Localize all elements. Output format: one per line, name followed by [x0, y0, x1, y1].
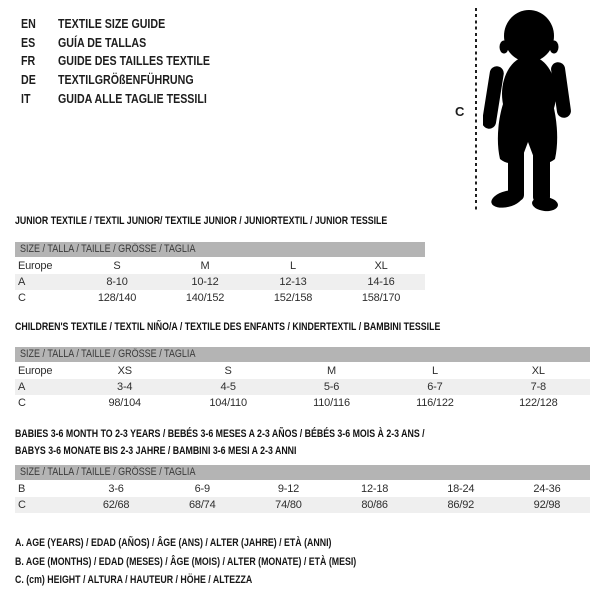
- value-cell: 10-12: [191, 276, 219, 288]
- footnote: C. (cm) HEIGHT / ALTURA / HAUTEUR / HÖHE / ALTEZZA: [15, 574, 253, 586]
- language-guide-title: TEXTILE SIZE GUIDE: [58, 15, 166, 31]
- value-cell: 12-13: [279, 276, 307, 288]
- value-cell: 68/74: [188, 499, 216, 511]
- value-cell: 122/128: [519, 397, 558, 409]
- value-cell: XS: [117, 365, 132, 377]
- row-label-cell: B: [18, 483, 26, 495]
- table-row: [15, 290, 425, 306]
- value-cell: 116/122: [416, 397, 454, 409]
- section-title: CHILDREN'S TEXTILE / TEXTIL NIÑO/A / TEXTILE DES ENFANTS / KINDERTEXTIL / BAMBINI TESSILE: [15, 321, 441, 333]
- table-row: [15, 395, 590, 411]
- language-title-list: [21, 14, 243, 107]
- value-cell: 6-9: [194, 483, 210, 495]
- language-code: EN: [21, 15, 36, 31]
- row-label-cell: C: [18, 292, 26, 304]
- table-row: [15, 274, 425, 290]
- value-cell: 104/110: [209, 397, 247, 409]
- value-cell: 7-8: [530, 381, 546, 393]
- language-row: [21, 70, 243, 89]
- language-guide-title: GUIDA ALLE TAGLIE TESSILI: [58, 90, 207, 106]
- row-label-cell: C: [18, 397, 26, 409]
- value-cell: L: [431, 365, 438, 377]
- language-guide-title: TEXTILGRÖßENFÜHRUNG: [58, 71, 194, 87]
- value-cell: 158/170: [361, 292, 401, 304]
- childrens-textile-section: [15, 322, 590, 411]
- value-cell: 18-24: [447, 483, 475, 495]
- table-row: [15, 497, 590, 513]
- table-body: [15, 258, 425, 306]
- table-body: [15, 481, 590, 513]
- value-cell: 98/104: [108, 397, 141, 409]
- row-label-cell: A: [18, 381, 26, 393]
- value-cell: 5-6: [323, 381, 340, 393]
- value-cell: 14-16: [367, 276, 395, 288]
- value-cell: 128/140: [97, 292, 137, 304]
- childrens-size-table: [15, 347, 590, 411]
- footnote: A. AGE (YEARS) / EDAD (AÑOS) / ÂGE (ANS) / ALTER (JAHRE) / ETÀ (ANNI): [15, 537, 332, 549]
- value-cell: L: [290, 260, 296, 272]
- language-guide-title: GUIDE DES TAILLES TEXTILE: [58, 53, 211, 69]
- value-cell: 8-10: [106, 276, 128, 288]
- babies-size-table: [15, 465, 590, 513]
- table-row: [15, 379, 590, 395]
- value-cell: 80/86: [361, 499, 388, 511]
- language-row: [21, 14, 243, 33]
- row-label-cell: Europe: [18, 365, 53, 377]
- footnote: B. AGE (MONTHS) / EDAD (MESES) / ÂGE (MOIS) / ALTER (MONATE) / ETÀ (MESI): [15, 555, 357, 568]
- value-cell: 24-36: [533, 483, 561, 495]
- language-code: IT: [21, 90, 31, 106]
- value-cell: 86/92: [447, 499, 475, 511]
- value-cell: 74/80: [275, 499, 302, 511]
- value-cell: S: [113, 260, 121, 272]
- row-label-cell: A: [18, 276, 26, 288]
- table-body: [15, 363, 590, 411]
- table-row: [15, 481, 590, 497]
- language-row: [21, 51, 243, 70]
- junior-textile-section: [15, 216, 425, 306]
- language-row: [21, 89, 243, 108]
- value-cell: 62/68: [102, 499, 130, 511]
- language-code: ES: [21, 34, 36, 50]
- value-cell: 152/158: [273, 292, 313, 304]
- table-row: [15, 258, 425, 274]
- value-cell: S: [224, 365, 232, 377]
- value-cell: 3-4: [117, 381, 133, 393]
- size-header-bar: SIZE / TALLA / TAILLE / GRÖSSE / TAGLIA: [15, 242, 425, 257]
- size-header-bar: SIZE / TALLA / TAILLE / GRÖSSE / TAGLIA: [15, 465, 590, 480]
- section-title: JUNIOR TEXTILE / TEXTIL JUNIOR/ TEXTILE JUNIOR / JUNIORTEXTIL / JUNIOR TESSILE: [15, 215, 388, 227]
- value-cell: 92/98: [533, 499, 561, 511]
- babies-textile-section: [15, 426, 590, 513]
- value-cell: 110/116: [313, 397, 350, 409]
- value-cell: 12-18: [361, 483, 389, 495]
- language-code: DE: [21, 71, 36, 87]
- language-code: FR: [21, 53, 36, 69]
- height-measure-label: C: [455, 104, 465, 119]
- table-row: [15, 363, 590, 379]
- row-label-cell: Europe: [18, 260, 53, 272]
- size-header-bar: SIZE / TALLA / TAILLE / GRÖSSE / TAGLIA: [15, 347, 590, 362]
- value-cell: 140/152: [185, 292, 225, 304]
- value-cell: 9-12: [277, 483, 300, 495]
- value-cell: 3-6: [108, 483, 124, 495]
- value-cell: M: [200, 260, 210, 272]
- footnote-list: [15, 534, 442, 590]
- value-cell: M: [327, 365, 336, 377]
- row-label-cell: C: [18, 499, 26, 511]
- section-title: BABIES 3-6 MONTH TO 2-3 YEARS / BEBÉS 3-6 MESES A 2-3 AÑOS / BÉBÉS 3-6 MOIS À 2-3 ANS / BABYS 3-6 MONATE BIS 2-3 JAHRE / BAMBINI 3-6 MESI A 2-3 ANNI: [15, 428, 425, 457]
- value-cell: 4-5: [220, 381, 236, 393]
- junior-size-table: [15, 242, 425, 306]
- value-cell: XL: [374, 260, 388, 272]
- value-cell: 6-7: [427, 381, 443, 393]
- language-guide-title: GUÍA DE TALLAS: [58, 34, 147, 50]
- language-row: [21, 33, 243, 52]
- toddler-silhouette-image: [483, 6, 572, 212]
- height-measure-dashed-line: [475, 8, 477, 210]
- value-cell: XL: [531, 365, 545, 377]
